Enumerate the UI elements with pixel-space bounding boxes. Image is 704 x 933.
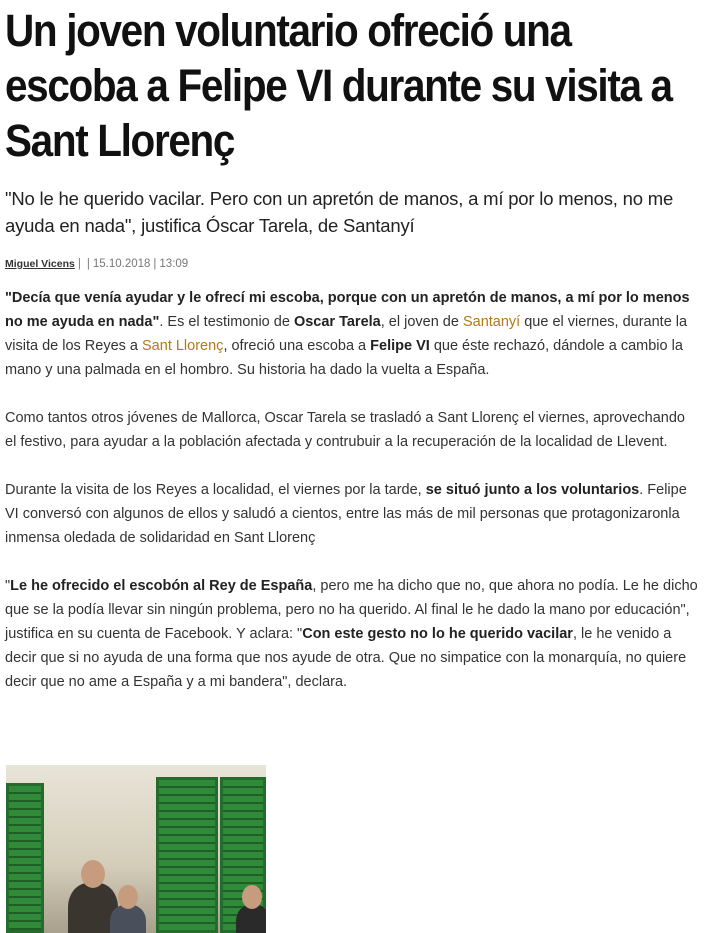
meta-separator: |	[86, 258, 90, 270]
text-span: . Felipe VI conversó con algunos de ellos y saludó a cientos, entre las más de mil personas que protagonizaronla inmensa oledada de solidaridad en Sant Llorenç	[5, 482, 687, 546]
article-body	[5, 286, 699, 718]
article	[5, 0, 699, 690]
text-span: , le he venido a decir que si no ayuda de una forma que nos ayude de otra. Que no simpatice con la monarquía, no quiere decir que no ame a España y a mi bandera", declara.	[5, 626, 687, 690]
photo-person-head	[242, 885, 262, 909]
text-span: , ofreció una escoba a	[223, 338, 371, 354]
quote-bold: "Decía que venía ayudar y le ofrecí mi escoba, porque con un apretón de manos, a mí por lo menos no me ayuda en nada"	[5, 290, 690, 330]
text-span: , el joven de	[380, 314, 463, 330]
santanyi-link[interactable]: Santanyí	[462, 314, 521, 330]
photo-person-head	[81, 860, 105, 888]
paragraph-4	[5, 574, 699, 694]
meta-separator: |	[153, 258, 157, 270]
volunteers-bold: se situó junto a los voluntarios	[425, 482, 640, 498]
article-photo[interactable]	[6, 765, 266, 933]
text-span: "	[5, 578, 11, 594]
paragraph-1	[5, 286, 699, 382]
photo-person-head	[118, 885, 138, 909]
text-span: , pero me ha dicho que no, que ahora no podía. Le he dicho que se la podía llevar sin ningún problema, pero no ha querido. Al final le he dado la mano por educación", justifica en su cuenta de Facebook. Y aclara: "	[5, 578, 698, 642]
text-span: que éste rechazó, dándole a cambio la mano y una palmada en el hombro. Su historia ha dado la vuelta a España.	[5, 338, 683, 378]
meta-separator: |	[77, 258, 81, 270]
text-span: . Es el testimonio de	[159, 314, 294, 330]
paragraph-3	[5, 478, 699, 550]
king-bold: Felipe VI	[370, 338, 430, 354]
photo-person	[110, 905, 146, 933]
name-bold: Oscar Tarela	[293, 314, 381, 330]
gesture-bold: Con este gesto no lo he querido vacilar	[302, 626, 573, 642]
publish-date: 15.10.2018	[92, 258, 151, 270]
photo-window-shutter	[6, 783, 44, 933]
article-meta	[5, 258, 188, 270]
sant-llorenc-link[interactable]: Sant Llorenç	[142, 338, 224, 354]
paragraph-2: Como tantos otros jóvenes de Mallorca, Oscar Tarela se trasladó a Sant Llorenç el viernes, aprovechando el festivo, para ayudar a la población afectada y contrubuir a la recuperación de la localidad de Llevent.	[5, 410, 685, 450]
text-span: que el viernes, durante la visita de los Reyes a	[5, 314, 688, 354]
broom-offer-bold: Le he ofrecido el escobón al Rey de España	[10, 578, 313, 594]
text-span: Durante la visita de los Reyes a localidad, el viernes por la tarde,	[5, 482, 426, 498]
article-subtitle: "No le he querido vacilar. Pero con un apretón de manos, a mí por lo menos, no me ayuda en nada", justifica Óscar Tarela, de Santanyí	[5, 188, 674, 236]
photo-window-shutter	[156, 777, 218, 933]
photo-person	[236, 905, 266, 933]
article-title: Un joven voluntario ofreció una escoba a Felipe VI durante su visita a Sant Llorenç	[5, 5, 672, 166]
publish-time: 13:09	[159, 258, 189, 270]
author-link[interactable]: Miguel Vicens	[5, 258, 75, 270]
